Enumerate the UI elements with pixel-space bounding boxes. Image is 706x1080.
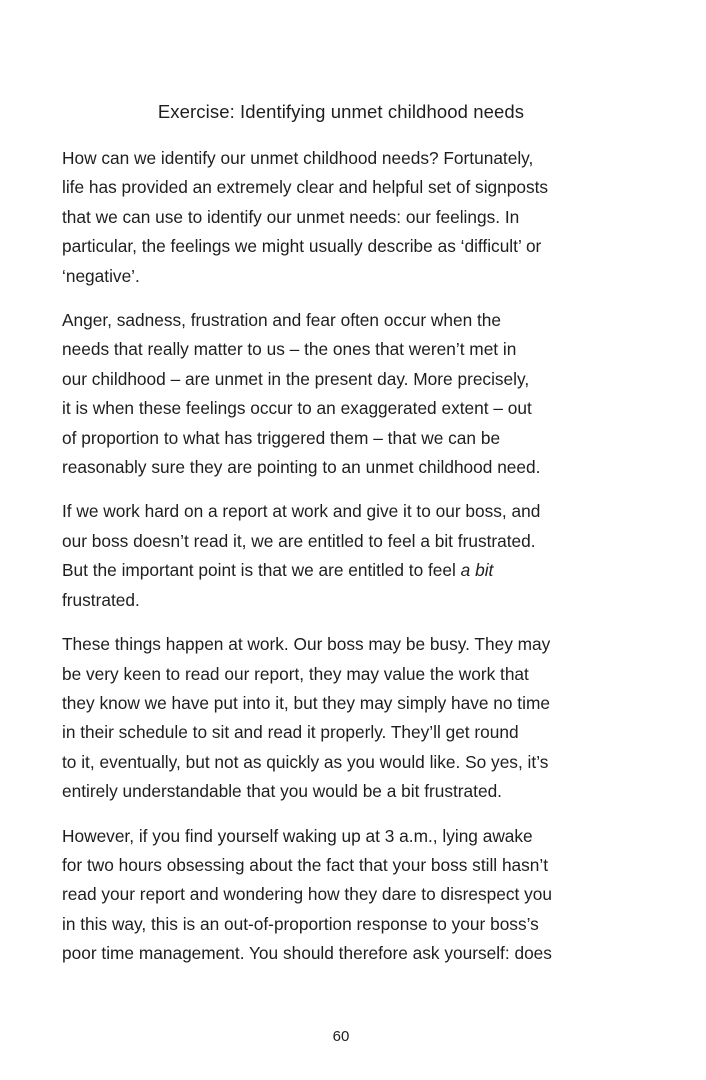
text-line: for two hours obsessing about the fact that your boss still hasn’t: [62, 854, 549, 875]
page-number: 60: [332, 1028, 350, 1045]
text-line: of proportion to what has triggered them – that we can be: [62, 427, 501, 448]
body-text: [62, 144, 632, 984]
text-segment: But the important point is that we are entitled to feel: [62, 560, 461, 581]
text-line: in this way, this is an out-of-proportion response to your boss’s: [62, 913, 539, 934]
emphasis-text: a bit: [460, 560, 494, 581]
text-line: read your report and wondering how they dare to disrespect you: [62, 884, 552, 905]
text-line: [62, 556, 632, 585]
text-line: poor time management. You should therefore ask yourself: does: [62, 943, 552, 964]
paragraph-4: [62, 630, 632, 806]
text-line: ‘negative’.: [62, 265, 140, 286]
section-heading: Exercise: Identifying unmet childhood needs: [157, 101, 525, 122]
text-line: frustrated.: [62, 589, 140, 610]
text-line: our boss doesn’t read it, we are entitled to feel a bit frustrated.: [62, 530, 536, 551]
text-line: However, if you find yourself waking up at 3 a.m., lying awake: [62, 825, 533, 846]
text-line: it is when these feelings occur to an exaggerated extent – out: [62, 398, 532, 419]
text-line: needs that really matter to us – the ones that weren’t met in: [62, 339, 517, 360]
text-line: that we can use to identify our unmet needs: our feelings. In: [62, 206, 520, 227]
text-line: Anger, sadness, frustration and fear often occur when the: [62, 310, 502, 331]
text-line: life has provided an extremely clear and helpful set of signposts: [62, 177, 549, 198]
text-line: in their schedule to sit and read it properly. They’ll get round: [62, 722, 519, 743]
text-line: These things happen at work. Our boss may be busy. They may: [62, 634, 551, 655]
paragraph-2: [62, 306, 632, 482]
text-line: to it, eventually, but not as quickly as you would like. So yes, it’s: [62, 751, 549, 772]
text-line: If we work hard on a report at work and give it to our boss, and: [62, 501, 541, 522]
paragraph-5: [62, 822, 632, 969]
text-line: reasonably sure they are pointing to an unmet childhood need.: [62, 457, 541, 478]
paragraph-3: [62, 497, 632, 615]
text-line: How can we identify our unmet childhood needs? Fortunately,: [62, 148, 534, 168]
text-line: they know we have put into it, but they may simply have no time: [62, 692, 550, 713]
text-line: entirely understandable that you would be a bit frustrated.: [62, 781, 502, 802]
text-line: be very keen to read our report, they may value the work that: [62, 663, 529, 684]
text-line: our childhood – are unmet in the present day. More precisely,: [62, 368, 530, 389]
paragraph-1: [62, 144, 632, 291]
text-line: particular, the feelings we might usually describe as ‘difficult’ or: [62, 236, 542, 257]
